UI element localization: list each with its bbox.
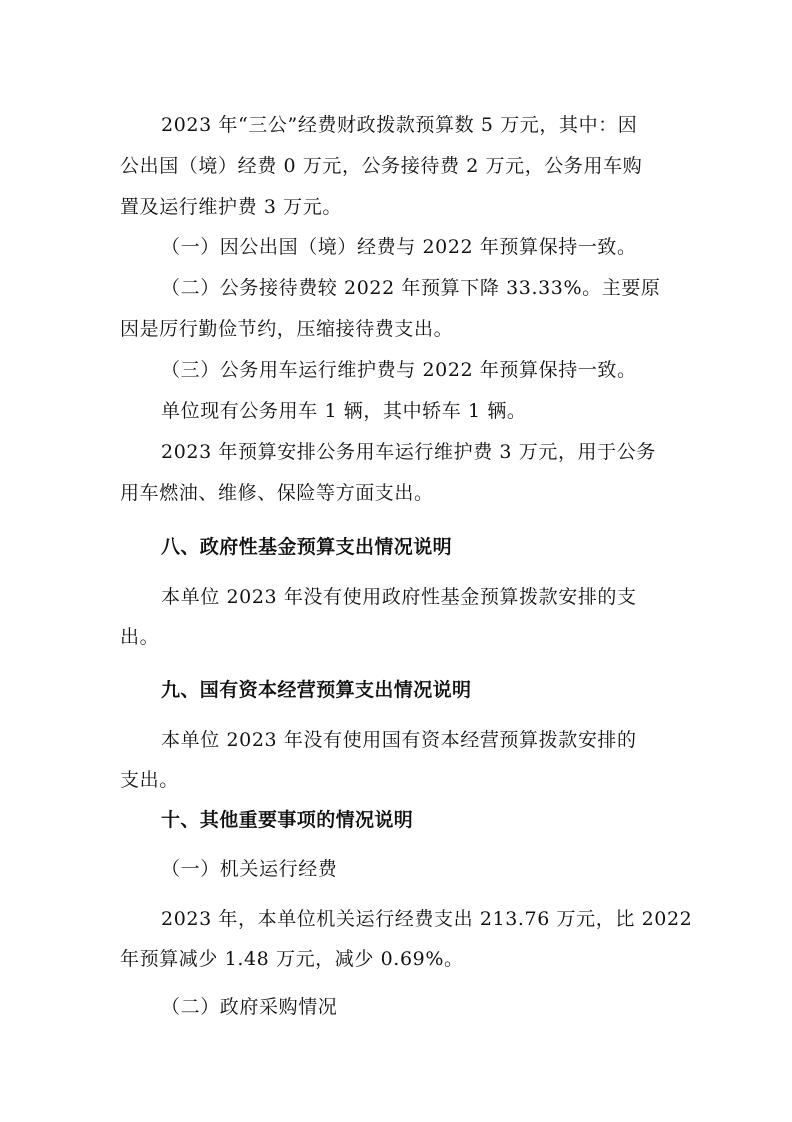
paragraph-3-line-2: 因是厉行勤俭节约，压缩接待费支出。 (120, 318, 454, 340)
paragraph-8-line-2: 出。 (120, 626, 160, 648)
paragraph-1-line-3: 置及运行维护费 3 万元。 (120, 196, 342, 218)
paragraph-9-line-1: 本单位 2023 年没有使用国有资本经营预算拨款安排的 (161, 729, 637, 751)
paragraph-9-line-2: 支出。 (120, 769, 179, 791)
paragraph-8-line-1: 本单位 2023 年没有使用政府性基金预算拨款安排的支 (161, 586, 637, 608)
paragraph-10-line-1: 2023 年，本单位机关运行经费支出 213.76 万元，比 2022 (161, 908, 693, 930)
section-heading-10: 十、其他重要事项的情况说明 (161, 809, 414, 831)
paragraph-10-line-2: 年预算减少 1.48 万元，减少 0.69%。 (120, 948, 464, 970)
paragraph-6-line-1: 2023 年预算安排公务用车运行维护费 3 万元，用于公务 (161, 441, 656, 463)
section-heading-9: 九、国有资本经营预算支出情况说明 (161, 679, 472, 701)
paragraph-1-line-2: 公出国（境）经费 0 万元，公务接待费 2 万元，公务用车购 (120, 155, 643, 177)
paragraph-5: 单位现有公务用车 1 辆，其中轿车 1 辆。 (161, 400, 527, 422)
paragraph-6-line-2: 用车燃油、维修、保险等方面支出。 (120, 482, 434, 504)
paragraph-1-line-1: 2023 年“三公”经费财政拨款预算数 5 万元，其中：因 (161, 114, 638, 136)
paragraph-4: （三）公务用车运行维护费与 2022 年预算保持一致。 (161, 359, 637, 381)
section-heading-8: 八、政府性基金预算支出情况说明 (161, 536, 453, 558)
subsection-heading-2: （二）政府采购情况 (161, 996, 338, 1018)
subsection-heading-1: （一）机关运行经费 (161, 858, 338, 880)
paragraph-2: （一）因公出国（境）经费与 2022 年预算保持一致。 (161, 236, 637, 258)
paragraph-3-line-1: （二）公务接待费较 2022 年预算下降 33.33%。主要原 (161, 277, 661, 299)
